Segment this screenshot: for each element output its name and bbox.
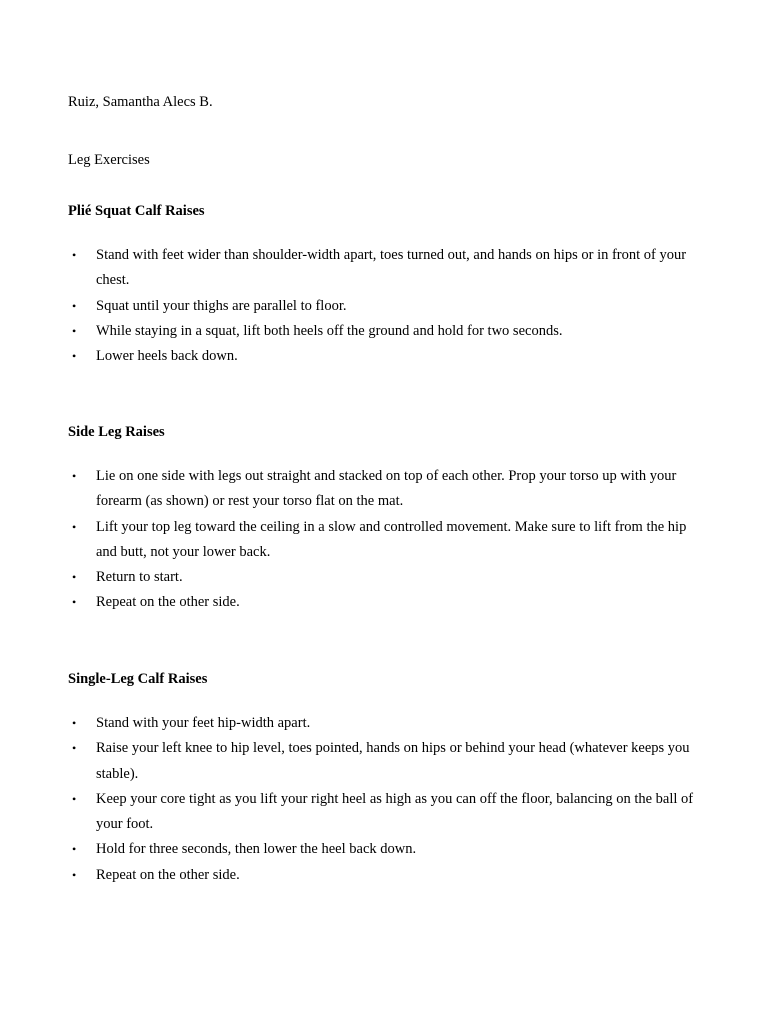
author-name: Ruiz, Samantha Alecs B. xyxy=(68,94,213,110)
bullet-icon: • xyxy=(72,469,77,483)
bullet-icon: • xyxy=(72,867,77,882)
step-text: Repeat on the other side. xyxy=(96,594,240,611)
steps-list xyxy=(68,243,708,369)
section-heading: Side Leg Raises xyxy=(68,424,165,440)
bullet-icon: • xyxy=(72,716,77,730)
bullet-icon: • xyxy=(72,298,77,313)
exercise-section-side-leg-raises xyxy=(68,422,708,616)
bullet-icon: • xyxy=(72,248,77,262)
bullet-icon: • xyxy=(72,595,77,610)
step-text: Lie on one side with legs out straight and stacked on top of each other. Prop your torso up with your forearm (as shown) or rest your torso flat on the mat. xyxy=(96,468,677,510)
bullet-icon: • xyxy=(72,349,77,364)
steps-list xyxy=(68,711,708,888)
list-item xyxy=(68,787,708,838)
step-text: Stand with your feet hip-width apart. xyxy=(96,715,311,731)
list-item xyxy=(68,294,708,319)
bullet-icon: • xyxy=(72,791,77,806)
step-text: Lower heels back down. xyxy=(96,348,238,365)
step-text: Stand with feet wider than shoulder-width apart, toes turned out, and hands on hips or in front of your chest. xyxy=(96,247,687,289)
list-item xyxy=(68,837,708,862)
list-item xyxy=(68,711,708,736)
bullet-icon: • xyxy=(72,741,77,756)
bullet-icon: • xyxy=(72,323,77,338)
document-title: Leg Exercises xyxy=(68,152,150,168)
list-item xyxy=(68,736,708,787)
step-text: Hold for three seconds, then lower the heel back down. xyxy=(96,841,417,858)
step-text: Raise your left knee to hip level, toes pointed, hands on hips or behind your head (whatever keeps you stable). xyxy=(96,740,690,782)
bullet-icon: • xyxy=(72,519,77,534)
list-item xyxy=(68,344,708,369)
step-text: Squat until your thighs are parallel to floor. xyxy=(96,297,347,314)
exercise-section-single-leg-calf-raises xyxy=(68,669,708,888)
section-heading: Single-Leg Calf Raises xyxy=(68,671,208,687)
section-heading: Plié Squat Calf Raises xyxy=(68,203,205,219)
exercise-section-plie-squat-calf-raises xyxy=(68,201,708,369)
list-item xyxy=(68,243,708,294)
step-text: Return to start. xyxy=(96,569,183,586)
step-text: Lift your top leg toward the ceiling in a slow and controlled movement. Make sure to lift from the hip and butt, not your lower back. xyxy=(96,518,687,560)
step-text: Repeat on the other side. xyxy=(96,866,240,883)
step-text: While staying in a squat, lift both heels off the ground and hold for two seconds. xyxy=(96,322,563,339)
list-item xyxy=(68,565,708,590)
list-item xyxy=(68,590,708,615)
bullet-icon: • xyxy=(72,570,77,585)
bullet-icon: • xyxy=(72,842,77,857)
step-text: Keep your core tight as you lift your right heel as high as you can off the floor, balancing on the ball of your foot. xyxy=(96,790,694,833)
list-item xyxy=(68,515,708,566)
steps-list xyxy=(68,464,708,616)
list-item xyxy=(68,863,708,888)
list-item xyxy=(68,319,708,344)
list-item xyxy=(68,464,708,515)
